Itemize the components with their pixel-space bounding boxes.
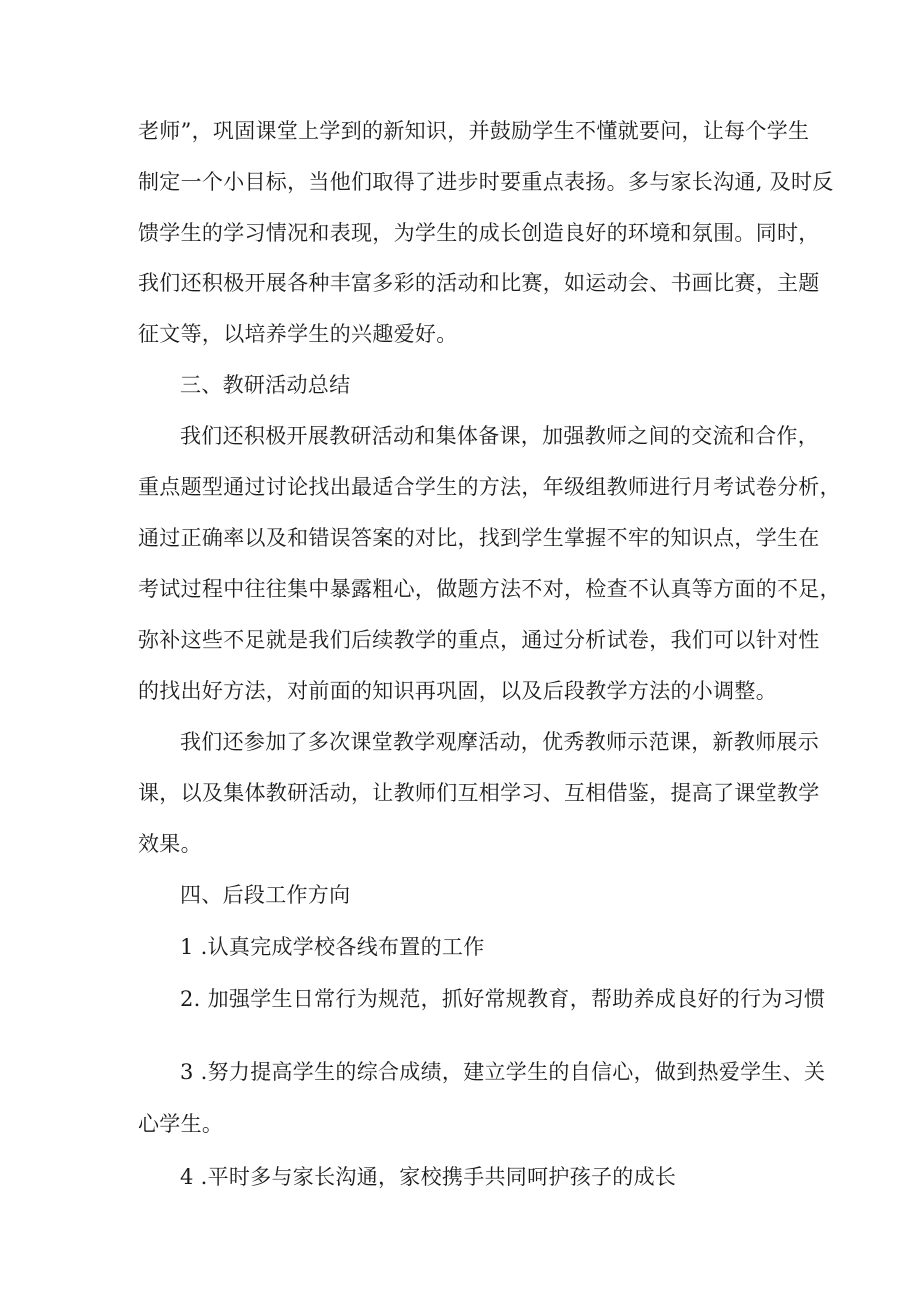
paragraph-line: 通过正确率以及和错误答案的对比，找到学生掌握不牢的知识点，学生在 [138, 526, 820, 550]
section-heading: 三、教研活动总结 [180, 373, 351, 397]
paragraph-line: 的找出好方法，对前面的知识再巩固，以及后段教学方法的小调整。 [138, 679, 777, 703]
list-item: 3 .努力提高学生的综合成绩，建立学生的自信心，做到热爱学生、关 [180, 1060, 826, 1084]
paragraph-line: 我们还积极开展各种丰富多彩的活动和比赛，如运动会、书画比赛，主题 [138, 271, 820, 295]
paragraph-line: 我们还参加了多次课堂教学观摩活动，优秀教师示范课，新教师展示 [180, 730, 819, 754]
list-item: 2. 加强学生日常行为规范，抓好常规教育，帮助养成良好的行为习惯 [180, 987, 826, 1011]
paragraph-line: 效果。 [138, 832, 202, 856]
list-item: 1 .认真完成学校各线布置的工作 [180, 935, 485, 959]
paragraph-line: 老师”，巩固课堂上学到的新知识，并鼓励学生不懂就要问，让每个学生 [138, 119, 810, 143]
list-item: 4 .平时多与家长沟通，家校携手共同呵护孩子的成长 [180, 1165, 677, 1189]
paragraph-line: 考试过程中往往集中暴露粗心，做题方法不对，检查不认真等方面的不足， [138, 577, 841, 601]
paragraph-line: 制定一个小目标，当他们取得了进步时要重点表扬。多与家长沟通, 及时反 [138, 170, 834, 194]
paragraph-line: 弥补这些不足就是我们后续教学的重点，通过分析试卷，我们可以针对性 [138, 628, 820, 652]
paragraph-line: 征文等，以培养学生的兴趣爱好。 [138, 322, 458, 346]
paragraph-line: 课，以及集体教研活动，让教师们互相学习、互相借鉴，提高了课堂教学 [138, 781, 820, 805]
paragraph-line: 馈学生的学习情况和表现，为学生的成长创造良好的环境和氛围。同时， [138, 221, 820, 245]
list-item-continuation: 心学生。 [138, 1112, 224, 1136]
paragraph-line: 重点题型通过讨论找出最适合学生的方法，年级组教师进行月考试卷分析， [138, 475, 841, 499]
paragraph-line: 我们还积极开展教研活动和集体备课，加强教师之间的交流和合作， [180, 424, 819, 448]
section-heading: 四、后段工作方向 [180, 883, 351, 907]
